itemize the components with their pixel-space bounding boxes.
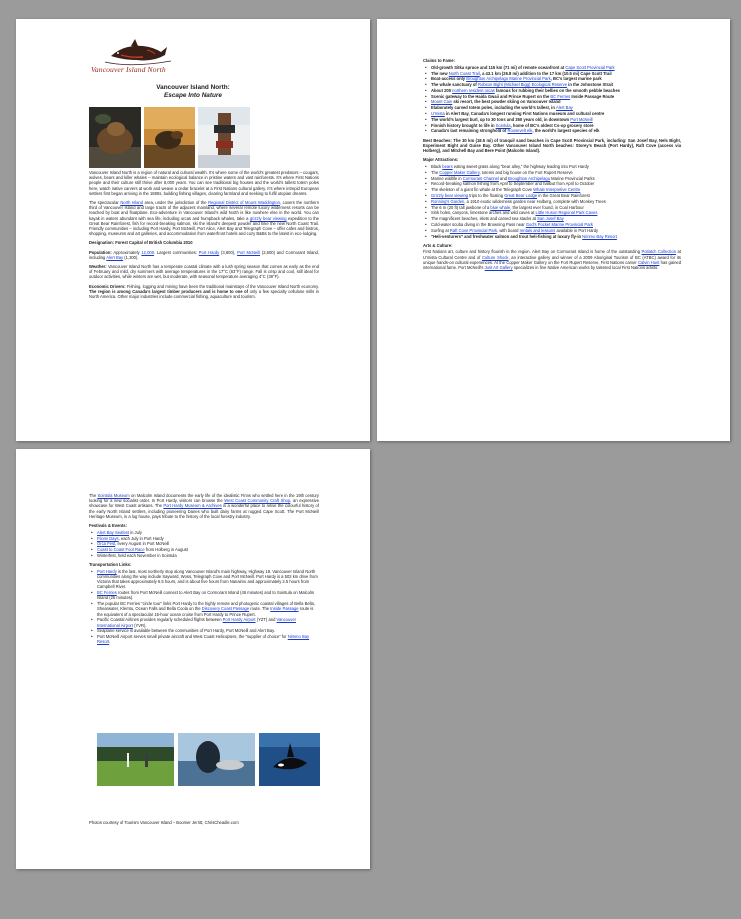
intro-paragraph: Vancouver Island North is a region of natural and cultural wealth. It’s where some of the world’s greatest predators – cougars, wolves, bears and killer whales – maintain ecological balance in pristine waters and vast rainforests. It’s where First Nations people and their culture still thrive after 8,000 years. You can see traditional big houses and the world’s tallest totem poles here, watch native carvers at work and weave a cedar bracelet at a First Nations cultural gallery. It’s where intrepid European settlers first began arriving in the 1880s, building fishing villages, clearing farmland and seeking to fulfil utopian dreams. (89, 170, 319, 196)
link[interactable]: blue whale (490, 204, 511, 210)
link[interactable]: U’mista (431, 111, 445, 117)
list-item (89, 547, 319, 552)
text: The skeleton of a giant fin whale at the Telegraph Cove (431, 187, 534, 193)
link[interactable]: Cape Scott Provincial Park (565, 64, 615, 70)
text: Scenic gateway to the Haida Gwaii and Prince Rupert on the (431, 93, 551, 99)
text: Canada’s last remaining stronghold of (431, 128, 508, 134)
text: available in Port Hardy (555, 227, 599, 233)
transport-heading: Transportation Links: (89, 562, 132, 568)
attractions-list (423, 164, 681, 239)
link[interactable]: Inside Passage (270, 606, 299, 612)
text: Vancouver Island North has a temperate coastal climate with a lush spring season that comes as early as the end of February and mild, dry summers with average temperatures in the 17°C (63°F) range. Fall is crisp and cool, still ideal for outdoor activities, while winters are wet, but moderate, with seasonal temperature averaging 4°C (39°F). (89, 264, 319, 280)
text: in Alert Bay, Canada’s longest running First Nations museum and cultural centre (444, 111, 605, 117)
text: Marine wildlife in (431, 175, 463, 181)
logo-text: Vancouver Island North (91, 65, 166, 74)
text: The whale sanctuary of (431, 82, 478, 88)
list-item (423, 216, 681, 221)
text: , BC’s largest marine park (550, 76, 602, 82)
text: Winterfest, held each November in Sointula (97, 552, 177, 558)
list-item (89, 601, 319, 617)
list-item (423, 228, 681, 233)
arts-paragraph (423, 249, 681, 270)
transport-list (89, 569, 319, 645)
text: eating sweet grass along “bear alley,” the highway leading into Port Hardy (452, 163, 589, 169)
link[interactable]: Grizzly bear viewing (431, 192, 469, 198)
text: Approximately (111, 249, 142, 255)
attractions-heading: Major Attractions: (423, 157, 459, 163)
text: Fishing, logging and mining have been the traditional mainstays of the Vancouver Island North economy. (125, 283, 319, 289)
list-item (423, 193, 681, 198)
link-port-hardy[interactable]: Port Hardy (198, 249, 220, 255)
list-item (89, 628, 319, 633)
golf-photo (97, 733, 174, 786)
text: The (89, 493, 98, 498)
text: “Heli-venturers” and freshwater salmon and trout heli-fishing at luxury fly-in (431, 233, 583, 239)
bear-photo (89, 107, 141, 168)
population-paragraph (89, 250, 319, 260)
link[interactable]: rentals and lessons (519, 227, 556, 233)
text: , home of BC’s oldest Co-op grocery store (510, 122, 594, 128)
list-item (423, 65, 681, 70)
list-item (423, 123, 681, 128)
fishing-photo (178, 733, 255, 786)
list-item (89, 553, 319, 558)
text: , every August in Port McNeill (115, 541, 170, 547)
text: The 30 km (18.5 mi) of tranquil sand beaches in Cape Scott Provincial Park, including: San Josef Bay, Nels Bight, Experiment Bight and Guise Bay. Other Vancouver Island North beaches: Storey’s Beach (Port Hardy), Raft Cove (access via Holberg), and Mitchell Bay and Bere Point (Malcolm Island). (423, 137, 681, 154)
text: expedition to the Great Bear Rainforest, fish for record-breaking salmon, ski the island’s deepest powder and hike the new North Coast Trail. Friendly communities – including Port Hardy, Port McNeill, Port Alice, Alert Bay and Telegraph Cove – offer cafes and bistros, shopping, museums and art galleries, and accommodation from waterfront hotels and cozy B&Bs to the latest in eco-lodging. (89, 215, 319, 237)
link-port-mcneill[interactable]: Port McNeill (237, 249, 261, 255)
text: Pacific Coastal Airlines provides regularly scheduled flights between (97, 617, 223, 623)
link[interactable]: Mount Cain (431, 99, 453, 105)
orca-photo (259, 733, 320, 786)
page-title: Vancouver Island North: (156, 84, 230, 91)
spectacular-paragraph (89, 200, 319, 236)
text: famous for rubbing their bellies on the smooth pebble beaches (494, 87, 620, 93)
population-label: Population: (89, 249, 112, 255)
link[interactable]: BC Ferries (550, 93, 571, 99)
page-subtitle: Escape Into Nature (164, 92, 222, 99)
claims-heading: Claims to Fame: (423, 58, 455, 63)
list-item (423, 105, 681, 110)
list-item (423, 82, 681, 87)
list-item (89, 536, 319, 541)
vancouver-island-north-logo (91, 38, 181, 78)
text: (2,600) and Cormorant Island, including (89, 249, 319, 260)
text: Black (431, 163, 443, 169)
text: , with board (497, 227, 520, 233)
text: area, under the jurisdiction of the (143, 200, 209, 206)
link[interactable]: bears (442, 163, 453, 169)
link[interactable]: San Josef Bay (537, 216, 564, 222)
list-item (423, 94, 681, 99)
link[interactable]: Orca Fest (97, 541, 116, 547)
list-item (423, 88, 681, 93)
text: Surfing at (431, 227, 450, 233)
link[interactable]: Port Hardy (97, 568, 117, 574)
link[interactable]: Vancouver International Airport (97, 617, 297, 628)
link[interactable]: Just Art Gallery (484, 265, 513, 271)
list-item (89, 541, 319, 546)
beaches-paragraph (423, 138, 681, 154)
link[interactable]: Discovery Coast Passage (201, 606, 250, 612)
list-item (423, 128, 681, 133)
link[interactable]: Great Bear Lodge (504, 192, 538, 198)
link-population[interactable]: 12,000 (141, 249, 155, 255)
link[interactable]: Filomi Days (97, 535, 119, 541)
list-item (423, 170, 681, 175)
link[interactable]: Raft Cove Provincial Park (449, 227, 498, 233)
text: , the largest ever found, in Coal Harbour (510, 204, 584, 210)
text: routes from Port McNeill connect to Alert Bay on Cormorant Island (45 minutes) and to Sointula on Malcolm Island (25 minutes). (97, 590, 315, 601)
text: Seaplane service is available between the communities of Port Hardy, Port McNeill and Alert Bay. (97, 628, 275, 634)
text: specializes in fine Native American works by talented local First Nations artists. (512, 265, 659, 271)
text: in July (129, 529, 142, 535)
list-item (423, 176, 681, 181)
museum-paragraph (89, 493, 319, 519)
festivals-list (89, 530, 319, 558)
link[interactable]: Copper Maker Gallery (439, 169, 480, 175)
link[interactable]: Little Huson Regional Park Caves (535, 210, 598, 216)
text: , covers the northern third of Vancouver Island and large tracts of the adjacent mainland, where several remote luxury wilderness resorts can be reached by boat and floatplane. Eco-adventure in Vancouver Island’s wild North is like nowhere else in the world. You can kayak in waters abundant with sea life, including orcas and humpback whales, take a (89, 200, 319, 221)
list-item (423, 71, 681, 76)
weather-label: Weather: (89, 264, 107, 270)
link[interactable]: northern resident orcas (452, 87, 495, 93)
list-item (89, 569, 319, 590)
text: Boat-access only (431, 76, 467, 82)
text: is the last, most northerly stop along Vancouver Island’s main highway, Highway 19. Vancouver Island North communities along the way include Sayward, Woss, Telegraph Cove and Port McNeill. Port Hardy is a 502 km drive from Victoria that takes approximately 6.5 hours, and is about five hours from Nanaimo and approximately 2.5 hours from Campbell River. (97, 568, 318, 590)
link[interactable]: Roosevelt elk (507, 128, 533, 134)
list-item (423, 99, 681, 104)
text: Inside Passage Route (570, 93, 615, 99)
list-item (423, 164, 681, 169)
text: trips to the floating (468, 192, 505, 198)
link[interactable]: BC Ferries (97, 590, 117, 596)
link[interactable]: God’s Pocket Marine Provincial Park (525, 221, 593, 227)
text: route. The (249, 606, 271, 612)
list-item (423, 181, 681, 186)
link[interactable]: Nimmo Bay Resort (97, 634, 310, 645)
link[interactable]: Broughton Archipelago (508, 175, 551, 181)
claims-list (423, 65, 681, 134)
text: Marine Provincial Parks (550, 175, 595, 181)
text: from Holberg in August (144, 547, 188, 553)
festivals-heading: Festivals & Events: (89, 523, 127, 529)
link-grizzly-bear-viewing[interactable]: grizzly bear viewing (249, 215, 287, 221)
economic-paragraph (89, 284, 319, 300)
text: Elaborately carved totem poles, including the world’s tallest, in (431, 105, 557, 111)
list-item (423, 210, 681, 215)
text: , each July in Port Hardy (118, 535, 164, 541)
text: , an expressive showcase for West Coast artisans. The (89, 498, 319, 509)
text: Finnish history brought to life in (431, 122, 496, 128)
list-item (423, 199, 681, 204)
link[interactable]: West Coast Community Craft Shop (224, 498, 291, 504)
list-item (423, 117, 681, 122)
text: ski resort, the best powder skiing on Vancouver Island (452, 99, 561, 105)
text: has gained international fame. Port McNeill’s (423, 259, 681, 271)
link[interactable]: Culture Shock (482, 254, 509, 260)
document-page-3 (16, 449, 370, 869)
text: . (109, 639, 111, 645)
text: (1,300). (123, 254, 139, 260)
list-item (423, 111, 681, 116)
link[interactable]: Robson Bight (Michael Bigg) Ecological Reserve (477, 82, 568, 88)
text: The 6 m (20 ft) tall jawbone of a (431, 204, 491, 210)
document-page-1 (16, 19, 370, 441)
text: The world’s largest burl, up to 30 tons and 350 years old, in downtown (431, 116, 571, 122)
text: The (431, 169, 440, 175)
link[interactable]: Coast to Coast Foot Race (97, 547, 145, 553)
text: The new (431, 70, 449, 76)
link[interactable]: Alert Bay Seafest (97, 529, 129, 535)
link-north-island[interactable]: North Island (120, 200, 143, 206)
link[interactable]: Sointula Museum (97, 493, 130, 498)
text: The spectacular (89, 200, 121, 206)
link[interactable]: Port Hardy Airport (222, 617, 256, 623)
link[interactable]: Sointula (495, 122, 511, 128)
designation-line: Designation: Forest Capital of British Columbia 2010 (89, 240, 193, 246)
list-item (89, 530, 319, 535)
text: and (498, 175, 509, 181)
text: The region is among Canada’s largest timber producers and is home to one of (89, 288, 249, 294)
link[interactable]: North Coast Trail (448, 70, 480, 76)
list-item (89, 617, 319, 627)
text: The magnificent beaches, islets and carved sea stacks at (431, 216, 538, 222)
link[interactable]: Port McNeill (570, 116, 593, 122)
text: (3,800), (219, 249, 238, 255)
text: , an interactive gallery and winner of a 2009 Aboriginal Tourism of BC (ATBC) award for its unique hands-on cultural experiences. At the Copper Maker Gallery on the Fort Rupert Reserve, First Nations carver (423, 254, 681, 265)
wildlife-photo (144, 107, 195, 168)
list-item (423, 187, 681, 192)
list-item (89, 590, 319, 600)
link-alert-bay[interactable]: Alert Bay (106, 254, 124, 260)
photo-credits: Photos courtesy of Tourism Vancouver Island – Boomer Jerritt, ChrisCheadle.com (89, 820, 239, 825)
text: on Malcolm Island documents the early life of the idealistic Finns who settled here in the 19th century looking for a new socialist order. In Port Hardy, visitors can browse the (89, 493, 319, 504)
text: is a wonderful place to relive the colourful history of the early North Island settlers, including pioneering Danes who built dairy farms at rugged Cape Scott. The Port McNeill Heritage Museum, in a log house, pays tribute to the history of the local forestry industry. (89, 503, 319, 519)
link[interactable]: Whale Interpretive Centre (533, 187, 581, 193)
link[interactable]: Ronning’s Garden (431, 198, 465, 204)
text: (YVR). (132, 622, 147, 628)
economic-label: Economic Drivers: (89, 283, 126, 289)
text: in the Great Bear Rainforest (537, 192, 590, 198)
text: , a 1910 exotic wilderness garden near Holberg, complete with Monkey Trees (464, 198, 606, 204)
list-item (423, 205, 681, 210)
text: only a few specialty cellulose mills in North America. Other major industries include commercial fishing, aquaculture and tourism. (89, 288, 319, 300)
text: Cold-water scuba diving in the Browning Pass near (431, 221, 526, 227)
text: Record-breaking salmon fishing from April to September and halibut from April to October (431, 181, 595, 187)
text: Old-growth Sitka spruce and 115 km (71 mi) of remote oceanfront at (431, 64, 566, 70)
text: in the Johnstone Strait (567, 82, 614, 88)
link[interactable]: Potlatch Collection (641, 249, 677, 255)
list-item (89, 634, 319, 644)
text: , the world’s largest species of elk (532, 128, 600, 134)
text: Sink holes, canyons, limestone arches and wild caves at (431, 210, 536, 216)
link[interactable]: Broughton Archipelago Marine Provincial Park (466, 76, 551, 82)
text: , totems and big house on the Fort Rupert Reserve (479, 169, 573, 175)
link-regional-district[interactable]: Regional District of Mount Waddington (208, 200, 280, 206)
text: First Nations art, culture and history flourish in the region. Alert Bay on Cormorant Island is home of the outstanding (423, 249, 642, 255)
link[interactable]: Cormorant Channel (462, 175, 499, 181)
list-item (423, 234, 681, 239)
link[interactable]: Alert Bay (556, 105, 573, 111)
weather-paragraph (89, 264, 319, 280)
totem-photo (198, 107, 250, 168)
text: (YZT) and (255, 617, 277, 623)
text: Port McNeill Airport serves small private aircraft and West Coast Helicopters, the “supplier of choice” for (97, 634, 288, 640)
link[interactable]: Port Hardy Museum & Archives (163, 503, 222, 509)
arts-heading: Arts & Culture: (423, 242, 453, 248)
document-page-2 (377, 19, 730, 441)
list-item (423, 76, 681, 81)
link[interactable]: Nimmo Bay Resort (582, 233, 617, 239)
orca-logo-icon (91, 38, 181, 68)
link[interactable]: Calvin Hunt (638, 259, 660, 265)
text: , a 43.1 km (26.8 mi) addition to the 17 km (10.5 mi) Cape Scott Trail (479, 70, 612, 76)
text: route is the equivalent of a spectacular 15-hour ocean cruise from Port Hardy to Prince Rupert. (97, 606, 314, 617)
text: The popular BC Ferries “circle tour” links Port Hardy to the highly remote and photogenic coastal villages of Bella Bella, Shearwater, Klemtu, Ocean Falls and Bella Coola on the (97, 601, 315, 612)
beaches-label: Best Beaches: (423, 137, 452, 143)
text: About 200 (431, 87, 453, 93)
list-item (423, 222, 681, 227)
text: at U’mista Cultural Centre and of (423, 249, 681, 260)
text: . Largest communities: (154, 249, 199, 255)
